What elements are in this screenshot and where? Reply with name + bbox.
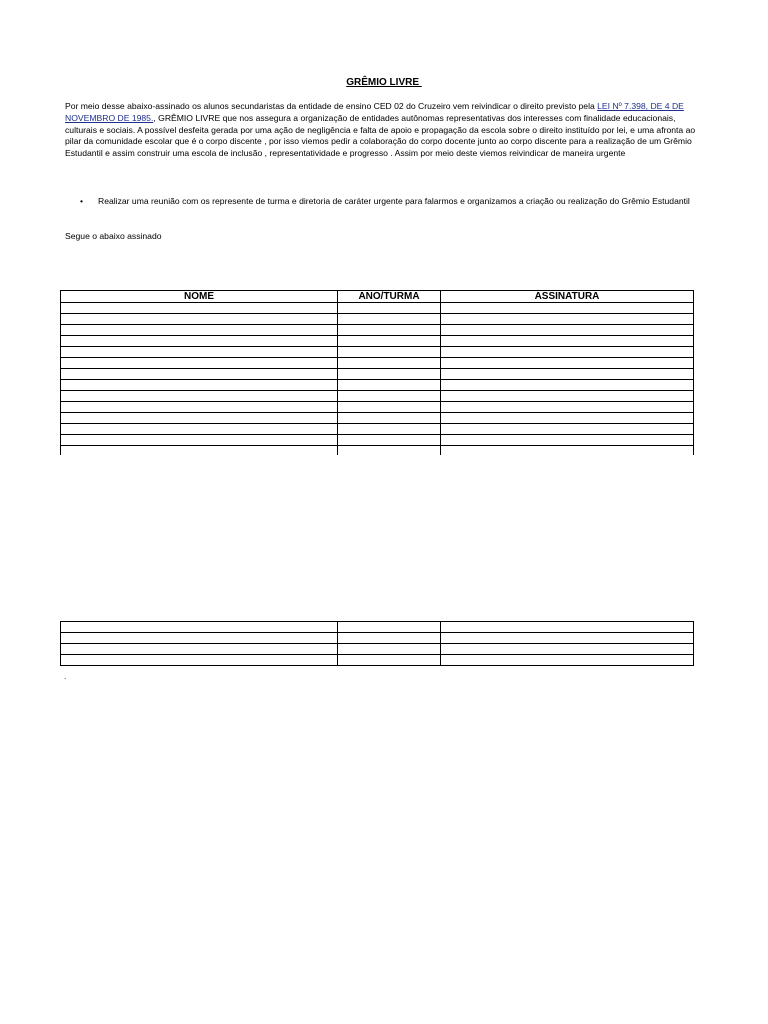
intro-text-part2: , GRÊMIO LIVRE que nos assegura a organização de entidades autônomas representativas dos interesses com finalidade educacionais, culturais e sociais. A possível desfeita gerada por uma ação de negligência e falta de apoio e propagação da escola sobre o direito instituído por lei, e uma afronta ao pilar da comunidade escolar que é o corpo discente , por isso viemos pedir a colaboração do corpo docente junto ao corpo discente para a realização de um Grêmio Estudantil e assim construir uma escola de inclusão , representatividade e progresso . Assim por meio deste viemos reivindicar de maneira urgente bbox=[65, 112, 696, 159]
header-signature: ASSINATURA bbox=[441, 291, 694, 303]
name-cell[interactable] bbox=[61, 336, 338, 347]
page-title: GRÊMIO LIVRE bbox=[346, 77, 422, 88]
signature-cell[interactable] bbox=[441, 358, 694, 369]
table-row bbox=[61, 369, 694, 380]
class-cell[interactable] bbox=[338, 413, 441, 424]
table-row bbox=[61, 633, 694, 644]
signature-cell[interactable] bbox=[441, 380, 694, 391]
signature-cell[interactable] bbox=[441, 446, 694, 456]
class-cell[interactable] bbox=[338, 336, 441, 347]
signature-table bbox=[60, 290, 694, 455]
name-cell[interactable] bbox=[61, 303, 338, 314]
table-row bbox=[61, 380, 694, 391]
name-cell[interactable] bbox=[61, 358, 338, 369]
table-row bbox=[61, 402, 694, 413]
class-cell[interactable] bbox=[338, 424, 441, 435]
class-cell[interactable] bbox=[338, 435, 441, 446]
class-cell[interactable] bbox=[338, 358, 441, 369]
table-row bbox=[61, 655, 694, 666]
name-cell[interactable] bbox=[61, 369, 338, 380]
table-row bbox=[61, 446, 694, 456]
signature-cell[interactable] bbox=[441, 435, 694, 446]
signature-table-continued bbox=[60, 621, 694, 666]
signature-cell[interactable] bbox=[441, 402, 694, 413]
signature-cell[interactable] bbox=[441, 391, 694, 402]
table-header-row bbox=[61, 291, 694, 303]
class-cell[interactable] bbox=[338, 655, 441, 666]
signature-cell[interactable] bbox=[441, 314, 694, 325]
signature-cell[interactable] bbox=[441, 369, 694, 380]
signature-cell[interactable] bbox=[441, 336, 694, 347]
closing-text: Segue o abaixo assinado bbox=[65, 231, 162, 241]
intro-text-part1: Por meio desse abaixo-assinado os alunos secundaristas da entidade de ensino CED 02 do Cruzeiro vem reivindicar o direito previsto pela bbox=[65, 101, 598, 111]
class-cell[interactable] bbox=[338, 325, 441, 336]
table-row bbox=[61, 325, 694, 336]
stray-mark: . bbox=[64, 672, 67, 681]
name-cell[interactable] bbox=[61, 644, 338, 655]
table-row bbox=[61, 347, 694, 358]
class-cell[interactable] bbox=[338, 402, 441, 413]
intro-paragraph bbox=[65, 101, 705, 160]
table-row bbox=[61, 435, 694, 446]
table-row bbox=[61, 303, 694, 314]
name-cell[interactable] bbox=[61, 380, 338, 391]
table-row bbox=[61, 358, 694, 369]
class-cell[interactable] bbox=[338, 391, 441, 402]
name-cell[interactable] bbox=[61, 325, 338, 336]
class-cell[interactable] bbox=[338, 644, 441, 655]
table-row bbox=[61, 424, 694, 435]
law-link[interactable]: LEI Nº 7.398, DE 4 DE NOVEMBRO DE 1985. bbox=[65, 101, 684, 123]
table-row bbox=[61, 413, 694, 424]
class-cell[interactable] bbox=[338, 380, 441, 391]
class-cell[interactable] bbox=[338, 446, 441, 456]
signature-cell[interactable] bbox=[441, 644, 694, 655]
table-row bbox=[61, 314, 694, 325]
header-class: ANO/TURMA bbox=[338, 291, 441, 303]
table-row bbox=[61, 391, 694, 402]
table-row bbox=[61, 622, 694, 633]
name-cell[interactable] bbox=[61, 622, 338, 633]
name-cell[interactable] bbox=[61, 435, 338, 446]
name-cell[interactable] bbox=[61, 347, 338, 358]
name-cell[interactable] bbox=[61, 424, 338, 435]
name-cell[interactable] bbox=[61, 402, 338, 413]
signature-cell[interactable] bbox=[441, 413, 694, 424]
table-row bbox=[61, 336, 694, 347]
list-item-text: Realizar uma reunião com os represente de turma e diretoria de caráter urgente para falarmos e organizamos a criação ou realização do Grêmio Estudantil bbox=[98, 196, 690, 206]
signature-cell[interactable] bbox=[441, 347, 694, 358]
header-name: NOME bbox=[61, 291, 338, 303]
name-cell[interactable] bbox=[61, 633, 338, 644]
signature-cell[interactable] bbox=[441, 303, 694, 314]
signature-cell[interactable] bbox=[441, 633, 694, 644]
bullet-icon: • bbox=[80, 196, 84, 206]
list-item bbox=[65, 196, 705, 208]
name-cell[interactable] bbox=[61, 413, 338, 424]
signature-cell[interactable] bbox=[441, 424, 694, 435]
name-cell[interactable] bbox=[61, 655, 338, 666]
class-cell[interactable] bbox=[338, 314, 441, 325]
class-cell[interactable] bbox=[338, 347, 441, 358]
name-cell[interactable] bbox=[61, 391, 338, 402]
signature-cell[interactable] bbox=[441, 622, 694, 633]
class-cell[interactable] bbox=[338, 622, 441, 633]
request-list bbox=[65, 196, 705, 208]
class-cell[interactable] bbox=[338, 369, 441, 380]
signature-cell[interactable] bbox=[441, 655, 694, 666]
signature-cell[interactable] bbox=[441, 325, 694, 336]
name-cell[interactable] bbox=[61, 314, 338, 325]
name-cell[interactable] bbox=[61, 446, 338, 456]
table-row bbox=[61, 644, 694, 655]
class-cell[interactable] bbox=[338, 303, 441, 314]
class-cell[interactable] bbox=[338, 633, 441, 644]
